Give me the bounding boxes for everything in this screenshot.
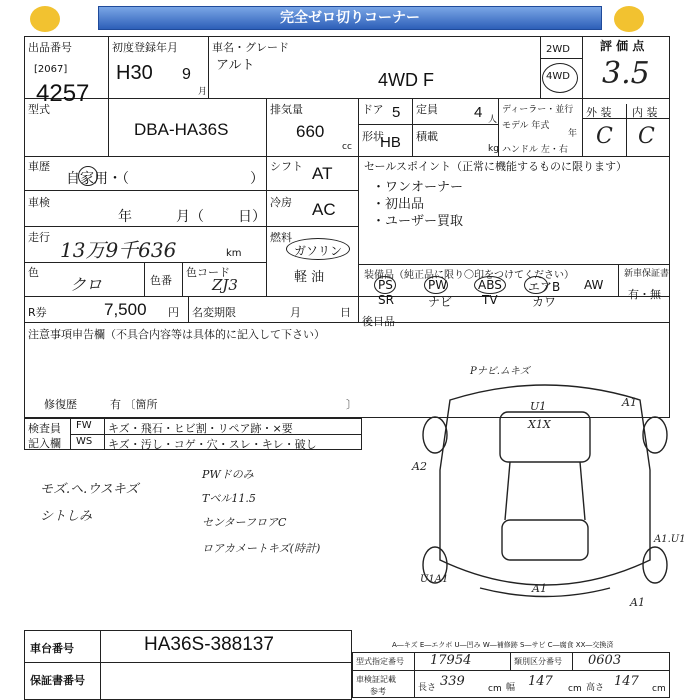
diagram-mark-8: A1 <box>532 582 547 595</box>
inspector-line-2: キズ・汚し・コゲ・穴・スレ・キレ・破し <box>108 438 317 451</box>
first-reg-month-unit: 月 <box>198 87 208 97</box>
fuel-value: ガソリン <box>294 244 343 258</box>
remark-left-2: シトしみ <box>40 509 93 524</box>
first-reg-month: 9 <box>182 66 191 83</box>
height-value: 147 <box>614 674 639 689</box>
doors-value: 5 <box>392 104 401 121</box>
diagram-mark-3: X1X <box>528 418 551 431</box>
recycle-unit: 円 <box>168 306 179 319</box>
fuel-alt: 軽 油 <box>294 270 325 285</box>
length-value: 339 <box>440 674 465 689</box>
warranty-number-label: 保証書番号 <box>30 674 85 687</box>
diagram-mark-4: A1 <box>622 396 637 409</box>
class-number-label: 類別区分番号 <box>514 657 562 666</box>
first-reg-label: 初度登録年月 <box>112 41 178 54</box>
exterior-grade: C <box>596 124 613 149</box>
remark-right-4: ロアカメートキズ(時計) <box>202 542 321 555</box>
width-label: 幅 <box>506 683 516 693</box>
type-number-label: 型式指定番号 <box>356 657 404 666</box>
ac-label: 冷房 <box>270 196 292 209</box>
recycle-value: 7,500 <box>104 300 147 319</box>
equip-leather: カワ <box>532 295 557 309</box>
equip-sr: SR <box>378 293 394 307</box>
equipment-label: 装備品（純正品に限り〇印をつけてください） <box>364 270 574 281</box>
width-value: 147 <box>528 674 553 689</box>
score-label: 評 価 点 <box>600 39 645 53</box>
interior-label: 内 装 <box>632 106 658 119</box>
color-code-title: 色コード <box>186 266 230 279</box>
new-warranty-value: 有・無 <box>628 288 661 301</box>
capacity-label: 定員 <box>416 103 438 116</box>
load-label: 積載 <box>416 130 438 143</box>
remark-right-3: センターフロアC <box>202 516 287 529</box>
repair-label: 修復歴 <box>44 398 77 411</box>
displacement-value: 660 <box>296 122 325 141</box>
inspector-ws: WS <box>76 436 93 447</box>
inspector-line-1: キズ・飛石・ヒビ割・リペア跡・×要 <box>108 422 293 435</box>
inspection-day: 日） <box>238 209 266 225</box>
color-code-value: ZJ3 <box>212 276 238 294</box>
history-label: 車歴 <box>28 160 50 173</box>
repair-close: 〕 <box>346 398 357 411</box>
load-unit: kg <box>488 144 499 154</box>
equip-airbag: エアB <box>528 280 561 294</box>
sales-point-2: ・初出品 <box>372 197 425 212</box>
header-bar <box>98 6 602 30</box>
diagram-mark-7: U1A1 <box>420 574 449 585</box>
equip-abs-circle <box>474 276 506 294</box>
inspector-label-2: 記入欄 <box>28 437 61 450</box>
diagram-mark-6: A1.U1 <box>654 534 686 545</box>
length-unit: cm <box>488 684 502 694</box>
car-diagram <box>410 360 680 620</box>
inspection-label: 車検 <box>28 196 50 209</box>
rear-seat-label: 後日品 <box>362 315 395 328</box>
equip-ps: PS <box>378 278 393 292</box>
lot-number: 4257 <box>36 80 90 107</box>
diagram-mark-2: U1 <box>530 400 547 413</box>
recycle-label: R券 <box>28 306 47 319</box>
displacement-label: 排気量 <box>270 103 303 116</box>
drive-2wd: 2WD <box>546 44 570 55</box>
model-label: 型式 <box>28 103 50 116</box>
dealer-model-year: モデル 年式 <box>502 121 550 131</box>
mileage-value: 13万9千636 <box>60 238 177 262</box>
header-left-mascot <box>30 6 60 32</box>
damage-legend: A―キズ E―エクボ U―凹み W―補修跡 S―サビ C―腐食 XX―交換済 <box>392 641 614 649</box>
dims-label: 車検証記載 <box>356 675 396 684</box>
displacement-unit: cc <box>342 142 352 152</box>
mileage-unit: km <box>226 248 242 259</box>
capacity-unit: 人 <box>488 115 498 125</box>
remark-left-1: モズ.ヘ.ウスキズ <box>40 482 139 497</box>
diagram-mark-9: A1 <box>630 596 645 609</box>
diagram-mark-1: Pナビ.ムキズ <box>470 366 530 377</box>
drive-4wd: 4WD <box>546 71 570 82</box>
inspection-year: 年 <box>118 209 132 225</box>
ac-value: AC <box>312 200 336 219</box>
name-change-label: 名変期限 <box>192 306 236 319</box>
remark-right-1: PWドのみ <box>202 468 254 481</box>
history-close: ） <box>250 171 264 187</box>
sales-point-3: ・ユーザー買取 <box>372 214 464 229</box>
header-title: 完全ゼロ切りコーナー <box>280 10 420 26</box>
capacity-value: 4 <box>474 104 483 121</box>
color-code-label: 色番 <box>150 274 172 287</box>
color-value: クロ <box>70 275 103 294</box>
dealer-handle: ハンドル 左・右 <box>502 145 568 155</box>
equip-aw: AW <box>584 278 604 292</box>
fuel-label: 燃料 <box>270 231 292 244</box>
dims-ref: 参考 <box>370 687 386 696</box>
equip-airbag-circle <box>524 276 548 294</box>
chassis-value: HA36S-388137 <box>144 634 274 655</box>
type-number-value: 17954 <box>430 653 472 668</box>
equip-tv: TV <box>482 293 498 307</box>
new-warranty-label: 新車保証書 <box>624 269 670 279</box>
interior-grade: C <box>638 124 655 149</box>
inspection-month: 月（ <box>176 209 204 225</box>
inspector-label-1: 検査員 <box>28 422 61 435</box>
dealer-label: ディーラー・並行 <box>502 105 574 115</box>
inspector-fw: FW <box>76 420 92 431</box>
lot-code: [2067] <box>34 64 68 75</box>
shape-label: 形状 <box>362 130 384 143</box>
doors-label: ドア <box>362 103 384 116</box>
height-unit: cm <box>652 684 666 694</box>
lot-label: 出品番号 <box>28 41 72 54</box>
notes-label: 注意事項申告欄（不具合内容等は具体的に記入して下さい） <box>28 328 325 341</box>
sales-point-1: ・ワンオーナー <box>372 180 464 195</box>
equip-abs: ABS <box>478 278 502 292</box>
shift-label: シフト <box>270 160 303 173</box>
height-label: 高さ <box>586 683 605 693</box>
sales-points-label: セールスポイント（正常に機能するものに限ります） <box>364 160 628 173</box>
length-label: 長さ <box>418 683 437 693</box>
equip-ps-circle <box>374 276 396 294</box>
exterior-label: 外 装 <box>586 106 612 119</box>
shape-value: HB <box>380 134 401 151</box>
dealer-year-unit: 年 <box>568 129 578 139</box>
class-number-value: 0603 <box>588 653 622 668</box>
color-label: 色 <box>28 266 39 279</box>
equip-pw: PW <box>428 278 448 292</box>
car-label: 車名・グレード <box>212 41 289 54</box>
car-name: アルト <box>216 58 255 73</box>
name-change-month: 月 <box>290 306 301 319</box>
first-reg-year: H30 <box>116 62 153 84</box>
repair-value: 有 〔箇所 <box>110 398 158 411</box>
diagram-mark-5: A2 <box>412 460 427 473</box>
name-change-day: 日 <box>340 306 351 319</box>
header-right-mascot <box>614 6 644 32</box>
shift-value: AT <box>312 164 333 183</box>
model-value: DBA-HA36S <box>134 120 229 139</box>
remark-right-2: Tベル11.5 <box>202 492 256 505</box>
history-text: 自家用・（ <box>66 171 129 187</box>
chassis-label: 車台番号 <box>30 642 74 655</box>
equip-pw-circle <box>424 276 448 294</box>
equip-navi: ナビ <box>428 295 453 309</box>
score-value: 3.5 <box>602 56 650 91</box>
mileage-label: 走行 <box>28 231 50 244</box>
car-grade: 4WD F <box>378 70 434 90</box>
width-unit: cm <box>568 684 582 694</box>
